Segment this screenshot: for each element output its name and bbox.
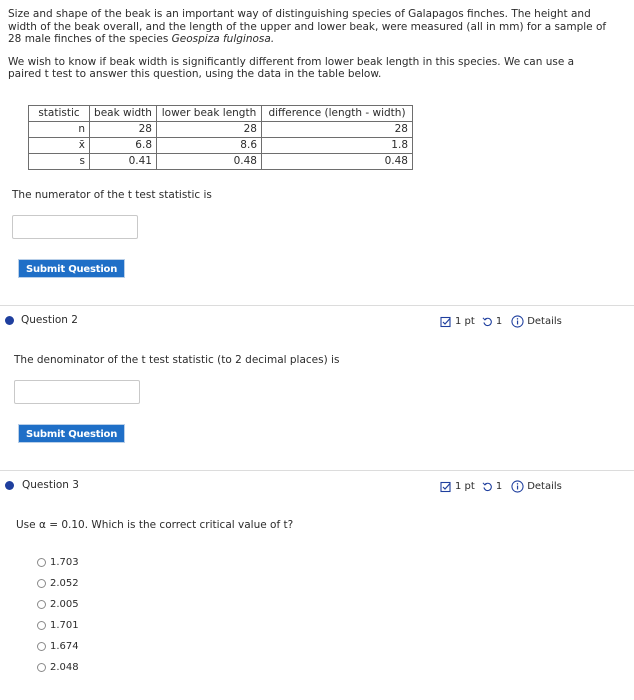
option-label: 2.005 [50, 599, 79, 610]
checkbox-edit-icon [440, 316, 452, 328]
table-cell: 8.6 [157, 138, 262, 154]
intro-paragraph-2: We wish to know if beak width is significantly different from lower beak length in this species. We can use a paired t test to answer this question, using the data in the table below. [8, 55, 575, 80]
info-icon[interactable] [511, 315, 524, 328]
option-label: 2.048 [50, 662, 79, 673]
table-header-row [29, 106, 413, 122]
intro-paragraph-1 [8, 8, 608, 46]
radio-button[interactable] [37, 663, 46, 672]
answer-option[interactable] [37, 641, 79, 652]
table-header: beak width [90, 106, 157, 122]
answer-option[interactable] [37, 557, 79, 568]
table-row [29, 154, 413, 170]
radio-button[interactable] [37, 642, 46, 651]
table-cell: 0.48 [157, 154, 262, 170]
q3-label: Question 3 [22, 479, 79, 491]
question-indicator-dot [5, 316, 14, 325]
retry-icon [482, 481, 493, 492]
species-name: Geospiza fulginosa. [171, 33, 275, 45]
radio-button[interactable] [37, 579, 46, 588]
q2-label: Question 2 [21, 314, 78, 326]
q1-prompt: The numerator of the t test statistic is [12, 189, 212, 201]
q3-prompt: Use α = 0.10. Which is the correct critical value of t? [16, 519, 294, 531]
q2-meta [440, 315, 562, 328]
q3-meta [440, 480, 562, 493]
q3-details-link[interactable]: Details [527, 481, 562, 492]
q2-submit-button[interactable]: Submit Question [18, 424, 125, 443]
q1-answer-input[interactable] [12, 215, 138, 239]
question-indicator-dot [5, 481, 14, 490]
option-label: 2.052 [50, 578, 79, 589]
table-cell: 28 [157, 122, 262, 138]
option-label: 1.674 [50, 641, 79, 652]
q2-attempts: 1 [495, 316, 503, 327]
option-label: 1.703 [50, 557, 79, 568]
table-cell: 1.8 [262, 138, 413, 154]
divider [0, 470, 634, 471]
answer-option[interactable] [37, 662, 79, 673]
retry-icon [482, 316, 493, 327]
table-cell: s [29, 154, 90, 170]
q1-submit-button[interactable]: Submit Question [18, 259, 125, 278]
answer-option[interactable] [37, 599, 79, 610]
answer-option[interactable] [37, 578, 79, 589]
table-cell: 6.8 [90, 138, 157, 154]
option-label: 1.701 [50, 620, 79, 631]
q2-details-link[interactable]: Details [527, 316, 562, 327]
q3-attempts: 1 [495, 481, 503, 492]
table-row [29, 122, 413, 138]
answer-option[interactable] [37, 620, 79, 631]
divider [0, 305, 634, 306]
q2-points: 1 pt [455, 316, 475, 327]
info-icon[interactable] [511, 480, 524, 493]
radio-button[interactable] [37, 621, 46, 630]
checkbox-edit-icon [440, 481, 452, 493]
table-header: difference (length - width) [262, 106, 413, 122]
table-cell: 0.41 [90, 154, 157, 170]
q3-points: 1 pt [455, 481, 475, 492]
table-header: statistic [29, 106, 90, 122]
table-cell: 28 [262, 122, 413, 138]
table-cell: x̄ [29, 138, 90, 154]
intro-text: Size and shape of the beak is an important way of distinguishing species of Galapagos finches. The height and width of the beak overall, and the length of the upper and lower beak, were measured (all in mm) for a sample of 28 male finches of the species [8, 8, 607, 45]
radio-button[interactable] [37, 558, 46, 567]
table-row [29, 138, 413, 154]
table-cell: 28 [90, 122, 157, 138]
problem-intro [8, 8, 608, 91]
statistics-table [28, 105, 413, 170]
table-header: lower beak length [157, 106, 262, 122]
radio-button[interactable] [37, 600, 46, 609]
table-cell: n [29, 122, 90, 138]
table-cell: 0.48 [262, 154, 413, 170]
q2-prompt: The denominator of the t test statistic (to 2 decimal places) is [14, 354, 340, 366]
q2-answer-input[interactable] [14, 380, 140, 404]
